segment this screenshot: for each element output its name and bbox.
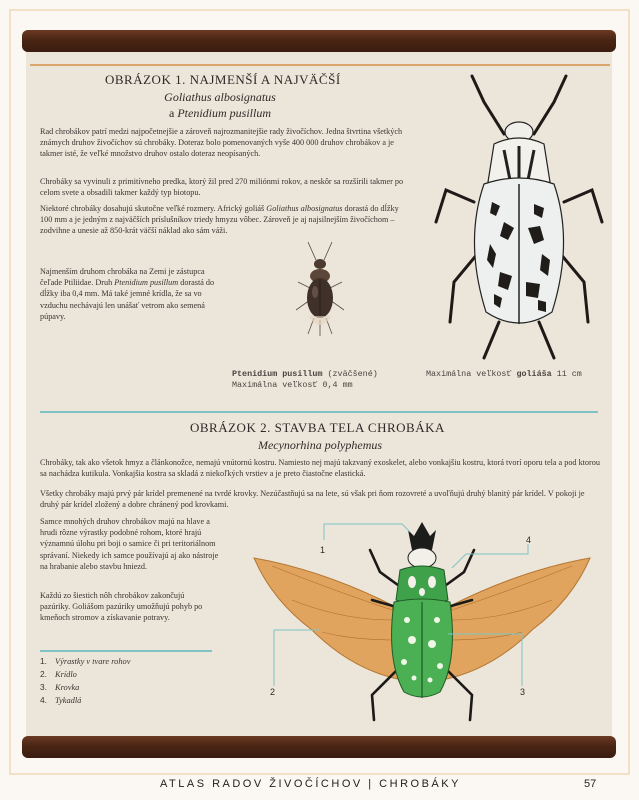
small-caption-note: (zväčšené) xyxy=(327,369,378,379)
section1-subtitle1: Goliathus albosignatus xyxy=(164,90,276,104)
page-number: 57 xyxy=(584,778,597,790)
small-caption-species: Ptenidium pusillum xyxy=(232,369,323,379)
section1-para3 xyxy=(40,203,412,237)
top-scroll-rod xyxy=(22,30,616,52)
legend-item: 2. Krídlo xyxy=(40,669,77,679)
pointer-label-3: 3 xyxy=(520,687,526,697)
para3-tail: dorastá do dĺžky 100 mm a je jedným z najväčších príslušníkov triedy hmyzu vôbec. Zároveň je aj najsilnejším živočíchom – zodvihne a unesie až 850-krát väčší náklad ako sám váži. xyxy=(40,204,399,236)
section1-heading: OBRÁZOK 1. NAJMENŠÍ A NAJVÄČŠÍ xyxy=(105,72,341,87)
pointer-label-1: 1 xyxy=(320,545,326,555)
legend-rule xyxy=(40,650,212,652)
section1-para4 xyxy=(40,266,216,322)
para4-tail: dorastá do dĺžky iba 0,4 mm. Má také jemné krídla, že sa vo vzduchu nechávajú len unášať vetrom ako semená púpavy. xyxy=(40,278,215,321)
pointer-label-4: 4 xyxy=(526,535,532,545)
para4-species: Ptenidium pusillum xyxy=(114,278,179,288)
footer-title: ATLAS RADOV ŽIVOČÍCHOV | CHROBÁKY xyxy=(160,778,461,790)
large-caption-size: 11 cm xyxy=(556,369,582,379)
large-caption-bold: goliáša xyxy=(516,369,552,379)
small-beetle-caption xyxy=(232,369,422,391)
section2-subtitle: Mecynorhina polyphemus xyxy=(257,438,383,452)
section2-heading: OBRÁZOK 2. STAVBA TELA CHROBÁKA xyxy=(190,420,445,435)
legend-list xyxy=(40,655,130,707)
section1-para1: Rad chrobákov patrí medzi najpočetnejšie a zároveň najrozmanitejšie rady živočíchov. Jedna štvrtina všetkých známych druhov živočíchov sú chrobáky. Doteraz bolo pomenovaných vyše 400 000 druhov chrobákov a je takmer isté, že veľké množstvo druhov ostalo doteraz neopísaných. xyxy=(40,127,403,159)
section2-para3: Samce mnohých druhov chrobákov majú na hlave a hrudi rôzne výrastky podobné rohom, ktoré hrajú významnú úlohu pri boji o samice či pri teritoriálnom správaní. Niekedy ich samce používajú aj ako nástroje na hrabanie alebo stavbu hniezd. xyxy=(40,517,219,571)
ptenidium-beetle-illustration xyxy=(290,238,350,338)
section2-para2: Všetky chrobáky majú prvý pár krídel premenené na tvrdé krovky. Nezúčastňujú sa na lete, sú však pri ňom rozovreté a uvoľňujú druhý blanitý pár krídel. V pokoji je druhý pár krídel zložený a dobre chránený pod krovkami. xyxy=(40,489,585,510)
goliathus-beetle-illustration xyxy=(434,72,604,362)
section1-rule xyxy=(30,64,610,66)
legend-item: 3. Krovka xyxy=(40,682,80,692)
bottom-scroll-rod xyxy=(22,736,616,758)
legend-item: 4. Tykadlá xyxy=(40,695,82,705)
small-caption-size: Maximálna veľkosť 0,4 mm xyxy=(232,380,353,390)
mecynorhina-beetle-illustration xyxy=(252,510,592,730)
section1-para2: Chrobáky sa vyvinuli z primitívneho predka, ktorý žil pred 270 miliónmi rokov, a neskôr sa rozšírili takmer po celom svete a obsadili takmer každý typ biotopu. xyxy=(40,177,404,198)
legend-item: 1. Výrastky v tvare rohov xyxy=(40,656,131,666)
section1-subtitle2-species: Ptenidium pusillum xyxy=(177,106,271,120)
section1-subtitle2-prefix: a xyxy=(169,106,175,120)
large-caption-prefix: Maximálna veľkosť xyxy=(426,369,512,379)
section2-para4: Každú zo šiestich nôh chrobákov zakončujú pazúriky. Goliášom pazúriky umožňujú pohyb po kmeňoch stromov a získavanie potravy. xyxy=(40,591,203,623)
para4-lead: Najmenším druhom chrobáka na Zemi je zástupca čeľade Ptiliidae. Druh xyxy=(40,267,205,288)
section2-para1: Chrobáky, tak ako všetok hmyz a článkonožce, nemajú vnútornú kostru. Namiesto nej majú takzvaný exoskelet, alebo vonkajšiu kostru, ktorá tvorí oporu tela a pod ktorou sa nachádza kutikula. Vonkajšia kostra sa skladá z niekoľkých vrstiev a je preto čiastočne elastická. xyxy=(40,458,600,479)
large-beetle-caption xyxy=(426,369,606,380)
section2-rule xyxy=(40,411,598,413)
section1-subtitle2 xyxy=(120,106,320,121)
pointer-label-2: 2 xyxy=(270,687,276,697)
para3-lead: Niektoré chrobáky dosahujú skutočne veľké rozmery. Africký goliáš xyxy=(40,204,265,213)
para3-species: Goliathus albosignatus xyxy=(266,204,343,213)
